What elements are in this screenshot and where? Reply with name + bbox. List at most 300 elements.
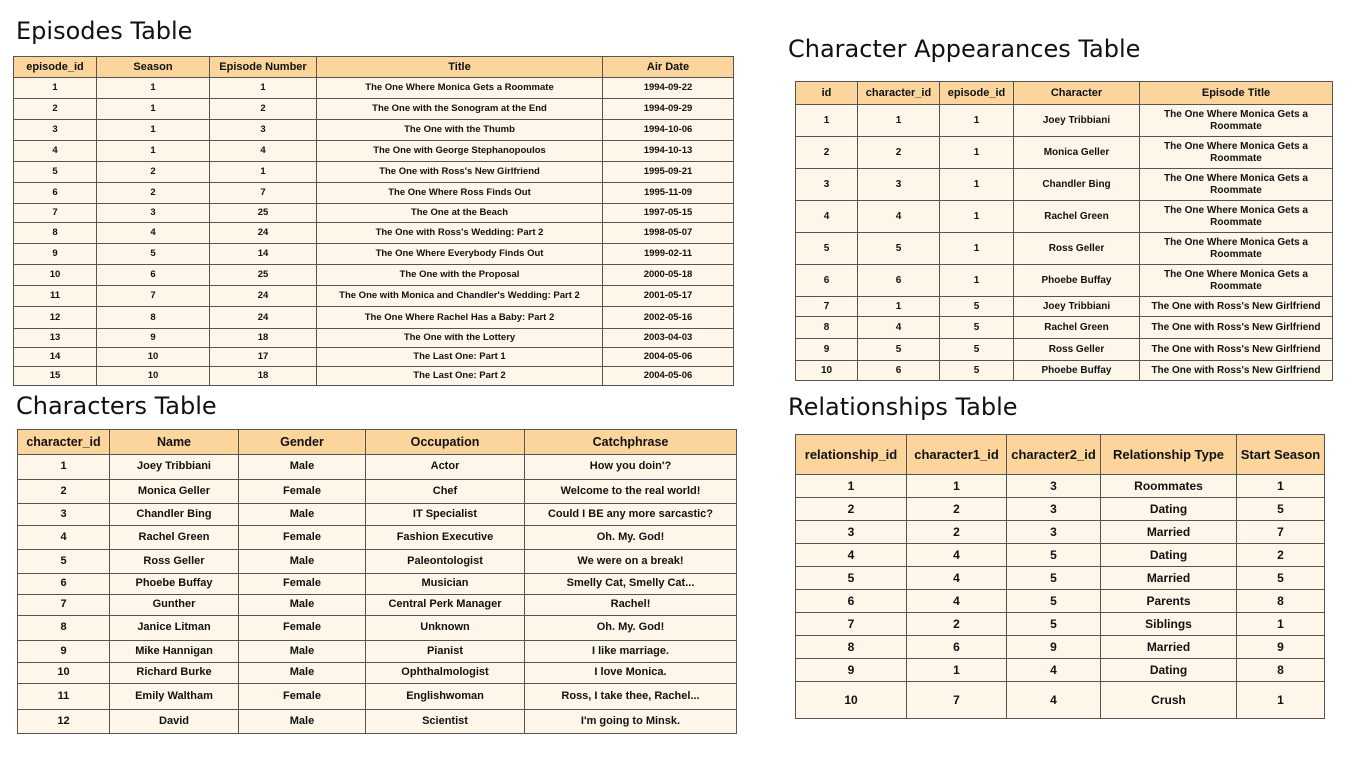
column-header: Start Season bbox=[1237, 435, 1325, 475]
table-cell: 7 bbox=[796, 297, 858, 317]
table-cell: 1 bbox=[210, 162, 317, 183]
table-cell: 9 bbox=[14, 244, 97, 265]
table-cell: 18 bbox=[210, 367, 317, 386]
table-cell: 4 bbox=[18, 526, 110, 550]
column-header: relationship_id bbox=[796, 435, 907, 475]
table-cell: 3 bbox=[1007, 475, 1101, 498]
table-cell: Musician bbox=[366, 574, 525, 595]
table-cell: Male bbox=[239, 663, 366, 684]
table-cell: 10 bbox=[796, 361, 858, 381]
table-cell: 12 bbox=[14, 307, 97, 329]
table-row bbox=[796, 105, 1333, 137]
table-cell: 6 bbox=[18, 574, 110, 595]
table-cell: 10 bbox=[97, 367, 210, 386]
table-row bbox=[796, 475, 1325, 498]
table-row bbox=[796, 498, 1325, 521]
table-cell: Monica Geller bbox=[110, 480, 239, 504]
table-cell: 4 bbox=[907, 590, 1007, 613]
table-cell: Smelly Cat, Smelly Cat... bbox=[525, 574, 737, 595]
table-cell: 1 bbox=[18, 455, 110, 480]
table-cell: 1 bbox=[97, 120, 210, 141]
table-cell: The One with Ross's New Girlfriend bbox=[1140, 297, 1333, 317]
table-row bbox=[796, 682, 1325, 719]
table-cell: We were on a break! bbox=[525, 550, 737, 574]
table-cell: 8 bbox=[14, 223, 97, 244]
header-row bbox=[796, 82, 1333, 105]
table-cell: 1994-10-13 bbox=[603, 141, 734, 162]
table-cell: The One at the Beach bbox=[317, 204, 603, 223]
column-header: Catchphrase bbox=[525, 430, 737, 455]
column-header: Gender bbox=[239, 430, 366, 455]
table-cell: The One with the Thumb bbox=[317, 120, 603, 141]
table-cell: Male bbox=[239, 504, 366, 526]
table-cell: 8 bbox=[1237, 590, 1325, 613]
table-cell: David bbox=[110, 710, 239, 734]
table-cell: 1 bbox=[858, 297, 940, 317]
table-cell: 2 bbox=[210, 99, 317, 120]
table-cell: 5 bbox=[1237, 567, 1325, 590]
table-row bbox=[14, 120, 734, 141]
relationships-table bbox=[795, 434, 1325, 719]
column-header: character_id bbox=[858, 82, 940, 105]
column-header: Relationship Type bbox=[1101, 435, 1237, 475]
table-cell: 5 bbox=[940, 361, 1014, 381]
table-cell: 5 bbox=[18, 550, 110, 574]
table-cell: 6 bbox=[14, 183, 97, 204]
table-cell: 1 bbox=[940, 201, 1014, 233]
table-cell: 1994-09-29 bbox=[603, 99, 734, 120]
table-cell: 11 bbox=[14, 286, 97, 307]
table-cell: 1 bbox=[940, 169, 1014, 201]
table-cell: 1 bbox=[858, 105, 940, 137]
table-row bbox=[796, 544, 1325, 567]
table-cell: The Last One: Part 1 bbox=[317, 348, 603, 367]
table-cell: The One Where Monica Gets a Roommate bbox=[1140, 137, 1333, 169]
relationships-table-title: Relationships Table bbox=[788, 393, 1018, 421]
table-cell: Ross Geller bbox=[1014, 339, 1140, 361]
table-cell: 5 bbox=[1007, 590, 1101, 613]
table-cell: 7 bbox=[210, 183, 317, 204]
table-row bbox=[18, 504, 737, 526]
table-cell: 9 bbox=[1007, 636, 1101, 659]
table-cell: Female bbox=[239, 616, 366, 641]
table-cell: Actor bbox=[366, 455, 525, 480]
table-cell: The One with Ross's New Girlfriend bbox=[1140, 361, 1333, 381]
character-appearances-table bbox=[795, 81, 1333, 381]
table-cell: 4 bbox=[796, 544, 907, 567]
column-header: id bbox=[796, 82, 858, 105]
column-header: Episode Title bbox=[1140, 82, 1333, 105]
table-cell: Rachel Green bbox=[1014, 201, 1140, 233]
table-cell: 5 bbox=[796, 567, 907, 590]
table-cell: 9 bbox=[97, 329, 210, 348]
table-cell: The One with the Proposal bbox=[317, 265, 603, 286]
column-header: character_id bbox=[18, 430, 110, 455]
table-cell: 2000-05-18 bbox=[603, 265, 734, 286]
table-cell: 9 bbox=[796, 659, 907, 682]
table-cell: 3 bbox=[97, 204, 210, 223]
table-cell: 14 bbox=[14, 348, 97, 367]
table-cell: 1997-05-15 bbox=[603, 204, 734, 223]
table-cell: 6 bbox=[858, 265, 940, 297]
table-row bbox=[796, 317, 1333, 339]
table-cell: Oh. My. God! bbox=[525, 526, 737, 550]
table-row bbox=[18, 710, 737, 734]
table-cell: Female bbox=[239, 526, 366, 550]
table-cell: 7 bbox=[907, 682, 1007, 719]
table-cell: 1 bbox=[1237, 475, 1325, 498]
table-cell: Scientist bbox=[366, 710, 525, 734]
table-cell: 2003-04-03 bbox=[603, 329, 734, 348]
table-cell: 6 bbox=[796, 265, 858, 297]
table-cell: 1998-05-07 bbox=[603, 223, 734, 244]
table-cell: Central Perk Manager bbox=[366, 595, 525, 616]
table-cell: 6 bbox=[907, 636, 1007, 659]
table-cell: 1 bbox=[940, 265, 1014, 297]
table-cell: 1995-11-09 bbox=[603, 183, 734, 204]
table-cell: 3 bbox=[14, 120, 97, 141]
table-cell: 2002-05-16 bbox=[603, 307, 734, 329]
table-cell: Married bbox=[1101, 636, 1237, 659]
table-cell: 1 bbox=[97, 78, 210, 99]
table-cell: 1 bbox=[796, 105, 858, 137]
table-cell: 24 bbox=[210, 307, 317, 329]
table-cell: 5 bbox=[1007, 567, 1101, 590]
table-cell: 7 bbox=[14, 204, 97, 223]
table-cell: 3 bbox=[796, 169, 858, 201]
table-cell: 4 bbox=[907, 544, 1007, 567]
table-row bbox=[796, 201, 1333, 233]
table-row bbox=[796, 297, 1333, 317]
table-cell: The One with Ross's New Girlfriend bbox=[1140, 317, 1333, 339]
column-header: Character bbox=[1014, 82, 1140, 105]
table-row bbox=[18, 550, 737, 574]
table-cell: Oh. My. God! bbox=[525, 616, 737, 641]
table-cell: Dating bbox=[1101, 544, 1237, 567]
table-cell: Fashion Executive bbox=[366, 526, 525, 550]
table-cell: 5 bbox=[940, 339, 1014, 361]
table-cell: 1 bbox=[97, 141, 210, 162]
table-cell: The One Where Monica Gets a Roommate bbox=[1140, 265, 1333, 297]
table-cell: 4 bbox=[858, 317, 940, 339]
table-cell: The Last One: Part 2 bbox=[317, 367, 603, 386]
table-cell: Rachel Green bbox=[1014, 317, 1140, 339]
characters-table bbox=[17, 429, 737, 734]
table-cell: The One with Monica and Chandler's Wedding: Part 2 bbox=[317, 286, 603, 307]
table-cell: Male bbox=[239, 455, 366, 480]
column-header: Air Date bbox=[603, 57, 734, 78]
table-cell: 17 bbox=[210, 348, 317, 367]
table-cell: 7 bbox=[18, 595, 110, 616]
table-row bbox=[796, 265, 1333, 297]
table-cell: 1 bbox=[796, 475, 907, 498]
table-cell: 6 bbox=[796, 590, 907, 613]
table-row bbox=[14, 223, 734, 244]
table-cell: The One Where Monica Gets a Roommate bbox=[317, 78, 603, 99]
table-cell: The One Where Monica Gets a Roommate bbox=[1140, 169, 1333, 201]
column-header: episode_id bbox=[940, 82, 1014, 105]
table-cell: 4 bbox=[97, 223, 210, 244]
table-cell: Dating bbox=[1101, 659, 1237, 682]
table-row bbox=[14, 204, 734, 223]
table-row bbox=[14, 265, 734, 286]
table-cell: 1995-09-21 bbox=[603, 162, 734, 183]
header-row bbox=[796, 435, 1325, 475]
column-header: Season bbox=[97, 57, 210, 78]
table-cell: Phoebe Buffay bbox=[1014, 265, 1140, 297]
table-cell: Dating bbox=[1101, 498, 1237, 521]
table-cell: 7 bbox=[97, 286, 210, 307]
table-cell: The One Where Rachel Has a Baby: Part 2 bbox=[317, 307, 603, 329]
table-row bbox=[18, 455, 737, 480]
table-cell: Phoebe Buffay bbox=[1014, 361, 1140, 381]
table-row bbox=[796, 659, 1325, 682]
table-row bbox=[18, 641, 737, 663]
table-cell: 9 bbox=[1237, 636, 1325, 659]
table-cell: 2 bbox=[907, 521, 1007, 544]
table-cell: 5 bbox=[796, 233, 858, 265]
table-cell: 2 bbox=[14, 99, 97, 120]
table-cell: 4 bbox=[1007, 659, 1101, 682]
table-row bbox=[14, 162, 734, 183]
table-cell: 6 bbox=[97, 265, 210, 286]
table-cell: 5 bbox=[858, 339, 940, 361]
column-header: Name bbox=[110, 430, 239, 455]
table-cell: 1999-02-11 bbox=[603, 244, 734, 265]
table-cell: Male bbox=[239, 641, 366, 663]
table-row bbox=[18, 595, 737, 616]
header-row bbox=[14, 57, 734, 78]
table-cell: 1 bbox=[907, 659, 1007, 682]
table-cell: 15 bbox=[14, 367, 97, 386]
table-cell: 2 bbox=[18, 480, 110, 504]
table-cell: The One with the Sonogram at the End bbox=[317, 99, 603, 120]
table-cell: IT Specialist bbox=[366, 504, 525, 526]
table-row bbox=[18, 480, 737, 504]
table-cell: 5 bbox=[940, 297, 1014, 317]
table-cell: Ross, I take thee, Rachel... bbox=[525, 684, 737, 710]
table-row bbox=[796, 137, 1333, 169]
table-cell: The One Where Ross Finds Out bbox=[317, 183, 603, 204]
table-cell: Male bbox=[239, 550, 366, 574]
table-row bbox=[14, 367, 734, 386]
table-cell: 2 bbox=[1237, 544, 1325, 567]
table-cell: 3 bbox=[1007, 521, 1101, 544]
table-cell: Female bbox=[239, 480, 366, 504]
table-row bbox=[18, 574, 737, 595]
table-cell: 2 bbox=[97, 183, 210, 204]
table-cell: 4 bbox=[858, 201, 940, 233]
table-cell: Joey Tribbiani bbox=[1014, 105, 1140, 137]
table-cell: Crush bbox=[1101, 682, 1237, 719]
table-row bbox=[18, 526, 737, 550]
table-row bbox=[796, 169, 1333, 201]
table-cell: I love Monica. bbox=[525, 663, 737, 684]
table-cell: 8 bbox=[796, 636, 907, 659]
table-cell: 1 bbox=[210, 78, 317, 99]
table-row bbox=[14, 244, 734, 265]
table-cell: 3 bbox=[18, 504, 110, 526]
table-cell: Male bbox=[239, 710, 366, 734]
table-cell: Englishwoman bbox=[366, 684, 525, 710]
table-cell: 1 bbox=[97, 99, 210, 120]
table-cell: Female bbox=[239, 684, 366, 710]
table-cell: Rachel Green bbox=[110, 526, 239, 550]
table-cell: 4 bbox=[796, 201, 858, 233]
table-cell: The One with Ross's Wedding: Part 2 bbox=[317, 223, 603, 244]
column-header: episode_id bbox=[14, 57, 97, 78]
table-cell: 8 bbox=[1237, 659, 1325, 682]
table-cell: 1 bbox=[1237, 613, 1325, 636]
table-cell: 5 bbox=[858, 233, 940, 265]
table-cell: 10 bbox=[18, 663, 110, 684]
table-cell: I'm going to Minsk. bbox=[525, 710, 737, 734]
table-cell: 1 bbox=[940, 137, 1014, 169]
table-cell: 3 bbox=[796, 521, 907, 544]
table-cell: Rachel! bbox=[525, 595, 737, 616]
table-row bbox=[796, 233, 1333, 265]
table-cell: 2 bbox=[858, 137, 940, 169]
table-row bbox=[796, 339, 1333, 361]
table-cell: 25 bbox=[210, 265, 317, 286]
table-cell: The One with Ross's New Girlfriend bbox=[317, 162, 603, 183]
column-header: Occupation bbox=[366, 430, 525, 455]
table-cell: 2004-05-06 bbox=[603, 367, 734, 386]
column-header: Title bbox=[317, 57, 603, 78]
table-row bbox=[796, 361, 1333, 381]
table-row bbox=[14, 78, 734, 99]
table-cell: Phoebe Buffay bbox=[110, 574, 239, 595]
table-cell: 5 bbox=[940, 317, 1014, 339]
table-cell: 3 bbox=[210, 120, 317, 141]
table-cell: Joey Tribbiani bbox=[110, 455, 239, 480]
header-row bbox=[18, 430, 737, 455]
table-cell: How you doin'? bbox=[525, 455, 737, 480]
table-row bbox=[796, 567, 1325, 590]
table-cell: 12 bbox=[18, 710, 110, 734]
table-cell: Female bbox=[239, 574, 366, 595]
table-cell: 10 bbox=[796, 682, 907, 719]
table-cell: Roommates bbox=[1101, 475, 1237, 498]
table-cell: Janice Litman bbox=[110, 616, 239, 641]
table-cell: Parents bbox=[1101, 590, 1237, 613]
table-cell: 5 bbox=[1237, 498, 1325, 521]
table-cell: 1994-10-06 bbox=[603, 120, 734, 141]
appearances-table-title: Character Appearances Table bbox=[788, 35, 1141, 63]
table-row bbox=[18, 663, 737, 684]
table-cell: 4 bbox=[14, 141, 97, 162]
table-cell: 25 bbox=[210, 204, 317, 223]
table-cell: Gunther bbox=[110, 595, 239, 616]
table-cell: 3 bbox=[858, 169, 940, 201]
table-cell: Ross Geller bbox=[110, 550, 239, 574]
table-cell: The One Where Monica Gets a Roommate bbox=[1140, 233, 1333, 265]
table-cell: 3 bbox=[1007, 498, 1101, 521]
table-cell: 10 bbox=[97, 348, 210, 367]
table-row bbox=[796, 613, 1325, 636]
table-cell: Chef bbox=[366, 480, 525, 504]
table-cell: 2 bbox=[907, 498, 1007, 521]
table-cell: 8 bbox=[18, 616, 110, 641]
table-cell: Married bbox=[1101, 521, 1237, 544]
table-cell: 9 bbox=[18, 641, 110, 663]
table-cell: 2001-05-17 bbox=[603, 286, 734, 307]
table-cell: 24 bbox=[210, 223, 317, 244]
table-cell: 5 bbox=[1007, 544, 1101, 567]
table-cell: Siblings bbox=[1101, 613, 1237, 636]
table-cell: 24 bbox=[210, 286, 317, 307]
table-cell: 8 bbox=[796, 317, 858, 339]
episodes-table bbox=[13, 56, 734, 386]
table-cell: 1 bbox=[940, 105, 1014, 137]
table-cell: 2 bbox=[796, 498, 907, 521]
table-cell: 7 bbox=[796, 613, 907, 636]
table-cell: Male bbox=[239, 595, 366, 616]
table-cell: Joey Tribbiani bbox=[1014, 297, 1140, 317]
table-cell: 9 bbox=[796, 339, 858, 361]
table-cell: The One Where Everybody Finds Out bbox=[317, 244, 603, 265]
table-cell: Could I BE any more sarcastic? bbox=[525, 504, 737, 526]
table-cell: 13 bbox=[14, 329, 97, 348]
table-cell: 18 bbox=[210, 329, 317, 348]
table-cell: 1994-09-22 bbox=[603, 78, 734, 99]
table-cell: 1 bbox=[1237, 682, 1325, 719]
table-cell: Chandler Bing bbox=[1014, 169, 1140, 201]
table-cell: 2 bbox=[907, 613, 1007, 636]
column-header: character1_id bbox=[907, 435, 1007, 475]
table-row bbox=[14, 307, 734, 329]
table-cell: Emily Waltham bbox=[110, 684, 239, 710]
column-header: character2_id bbox=[1007, 435, 1101, 475]
table-cell: Paleontologist bbox=[366, 550, 525, 574]
table-cell: 8 bbox=[97, 307, 210, 329]
table-row bbox=[796, 590, 1325, 613]
table-cell: 14 bbox=[210, 244, 317, 265]
table-row bbox=[14, 286, 734, 307]
table-row bbox=[14, 348, 734, 367]
table-cell: 5 bbox=[97, 244, 210, 265]
table-cell: Unknown bbox=[366, 616, 525, 641]
table-cell: Ophthalmologist bbox=[366, 663, 525, 684]
table-cell: 2004-05-06 bbox=[603, 348, 734, 367]
table-cell: The One with Ross's New Girlfriend bbox=[1140, 339, 1333, 361]
table-cell: 2 bbox=[97, 162, 210, 183]
table-cell: 11 bbox=[18, 684, 110, 710]
table-row bbox=[14, 99, 734, 120]
table-cell: The One with the Lottery bbox=[317, 329, 603, 348]
table-row bbox=[796, 521, 1325, 544]
table-row bbox=[14, 183, 734, 204]
table-cell: 4 bbox=[907, 567, 1007, 590]
table-cell: 5 bbox=[14, 162, 97, 183]
table-row bbox=[796, 636, 1325, 659]
table-cell: Richard Burke bbox=[110, 663, 239, 684]
table-cell: The One with George Stephanopoulos bbox=[317, 141, 603, 162]
table-cell: 4 bbox=[210, 141, 317, 162]
table-row bbox=[18, 684, 737, 710]
table-cell: 1 bbox=[14, 78, 97, 99]
table-row bbox=[14, 329, 734, 348]
table-cell: Married bbox=[1101, 567, 1237, 590]
table-cell: Chandler Bing bbox=[110, 504, 239, 526]
table-cell: Ross Geller bbox=[1014, 233, 1140, 265]
table-row bbox=[18, 616, 737, 641]
table-cell: 5 bbox=[1007, 613, 1101, 636]
table-row bbox=[14, 141, 734, 162]
table-cell: 4 bbox=[1007, 682, 1101, 719]
table-cell: 1 bbox=[907, 475, 1007, 498]
table-cell: The One Where Monica Gets a Roommate bbox=[1140, 105, 1333, 137]
